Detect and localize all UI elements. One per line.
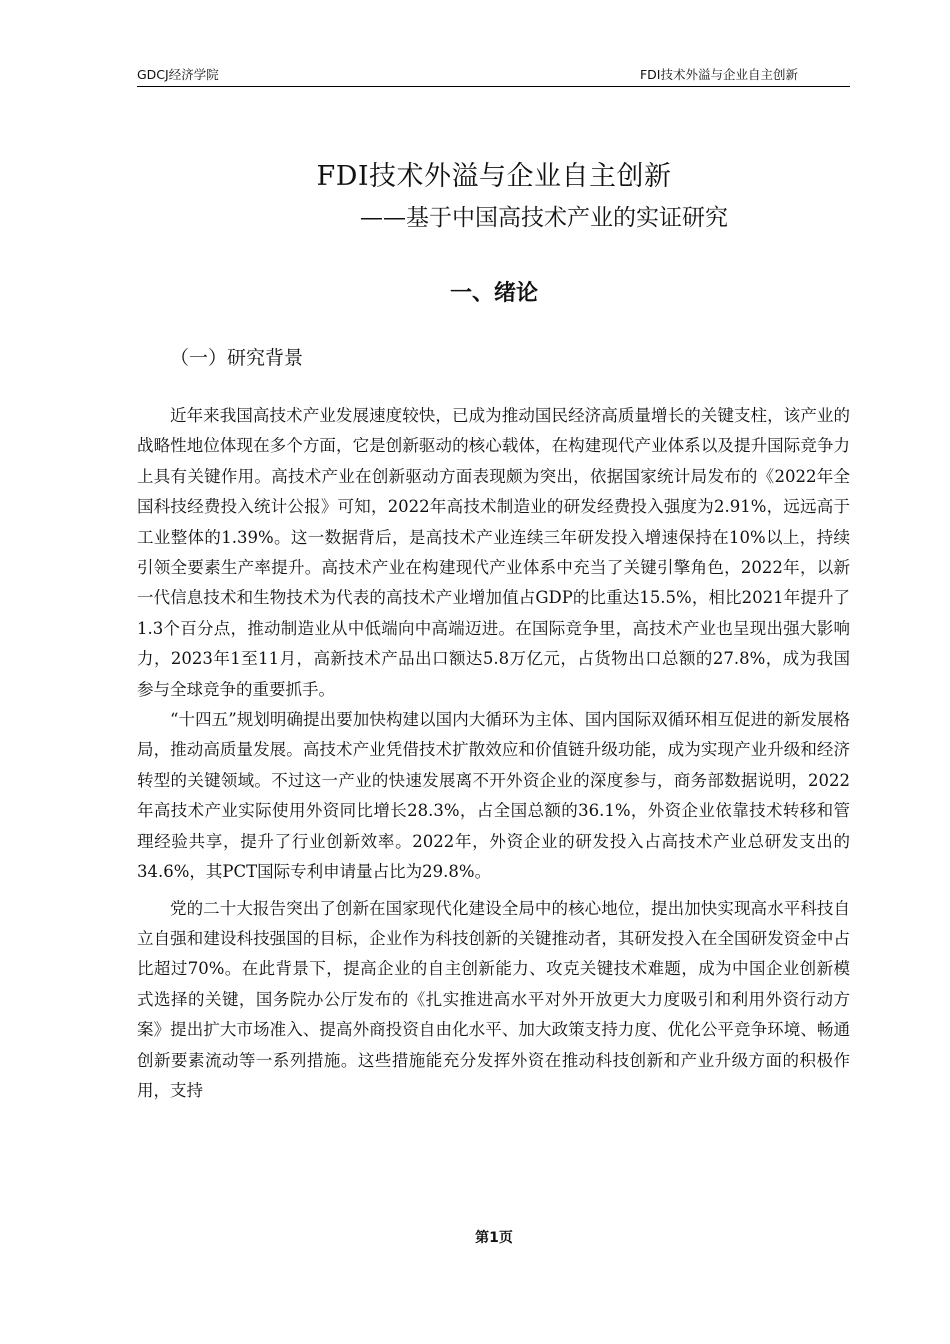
- paper-title: FDI技术外溢与企业自主创新: [316, 161, 672, 192]
- paragraph-2: “十四五”规划明确提出要加快构建以国内大循环为主体、国内国际双循环相互促进的新发展格局，推动高质量发展。高技术产业凭借技术扩散效应和价值链升级功能，成为实现产业升级和经济转型的关键领域。不过这一产业的快速发展离不开外资企业的深度参与，商务部数据说明，2022年高技术产业实际使用外资同比增长28.3%，占全国总额的36.1%，外资企业依靠技术转移和管理经验共享，提升了行业创新效率。2022年，外资企业的研发投入占高技术产业总研发支出的34.6%，其PCT国际专利申请量占比为29.8%。: [137, 710, 850, 882]
- page-header: [137, 66, 850, 87]
- paper-subtitle: ——基于中国高技术产业的实证研究: [360, 205, 728, 231]
- paragraph-1: 近年来我国高技术产业发展速度较快，已成为推动国民经济高质量增长的关键支柱，该产业的战略性地位体现在多个方面，它是创新驱动的核心载体，在构建现代产业体系以及提升国际竞争力上具有关键作用。高技术产业在创新驱动方面表现颇为突出，依据国家统计局发布的《2022年全国科技经费投入统计公报》可知，2022年高技术制造业的研发经费投入强度为2.91%，远远高于工业整体的1.39%。这一数据背后，是高技术产业连续三年研发投入增速保持在10%以上，持续引领全要素生产率提升。高技术产业在构建现代产业体系中充当了关键引擎角色，2022年，以新一代信息技术和生物技术为代表的高技术产业增加值占GDP的比重达15.5%，相比2021年提升了1.3个百分点，推动制造业从中低端向中高端迈进。在国际竞争里，高技术产业也呈现出强大影响力，2023年1至11月，高新技术产品出口额达5.8万亿元，占货物出口总额的27.8%，成为我国参与全球竞争的重要抓手。: [137, 406, 850, 699]
- page-number: 第1页: [475, 1230, 513, 1246]
- body-text: [137, 401, 850, 1106]
- subsection-heading: （一）研究背景: [170, 347, 304, 369]
- paragraph-3: 党的二十大报告突出了创新在国家现代化建设全局中的核心地位，提出加快实现高水平科技自立自强和建设科技强国的目标，企业作为科技创新的关键推动者，其研发投入在全国研发资金中占比超过70%。在此背景下，提高企业的自主创新能力、攻克关键技术难题，成为中国企业创新模式选择的关键，国务院办公厅发布的《扎实推进高水平对外开放更大力度吸引和利用外资行动方案》提出扩大市场准入、提高外商投资自由化水平、加大政策支持力度、优化公平竞争环境、畅通创新要素流动等一系列措施。这些措施能充分发挥外资在推动科技创新和产业升级方面的积极作用，支持: [137, 898, 850, 1100]
- header-institution: GDCJ经济学院: [137, 67, 219, 82]
- header-running-title: FDI技术外溢与企业自主创新: [639, 67, 798, 82]
- section-heading: 一、绪论: [449, 281, 538, 306]
